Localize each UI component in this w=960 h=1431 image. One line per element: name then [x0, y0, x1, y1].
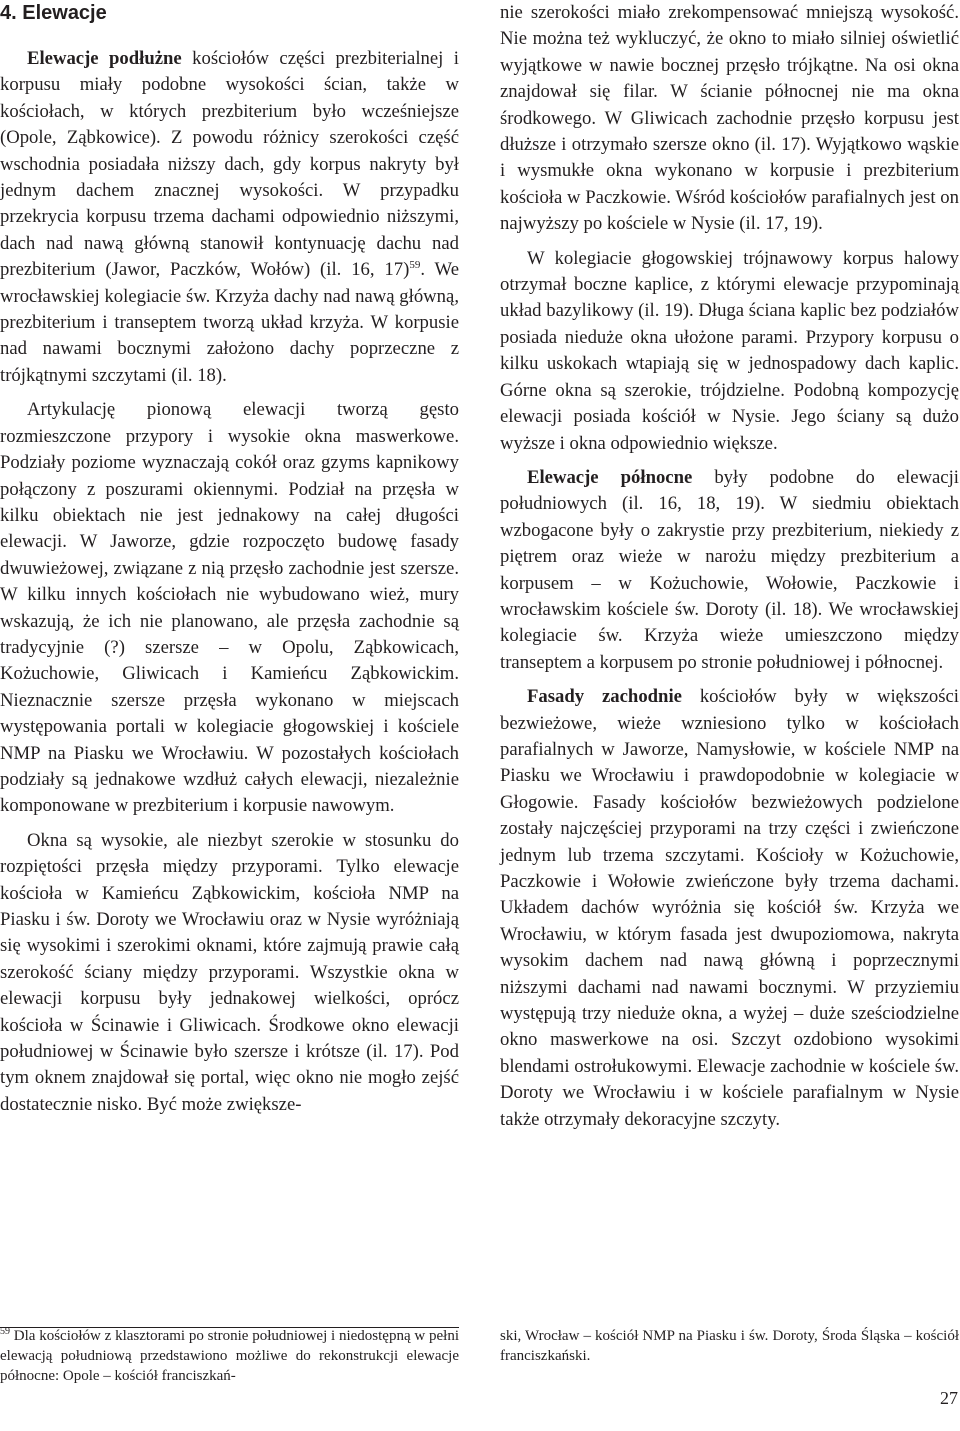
paragraph-text: kościołów części prezbiterialnej i korpusu miały podobne wysokości ścian, także w kościołach, w których prezbiterium było wcześniejsze (Opole, Ząbkowice). Z powodu różnicy szerokości część wschodnia posiadała niższy dach, gdy korpus nakryty był jednym dachem znacznej wysokości. W przypadku przekrycia korpusu trzema dachami odpowiednio niższymi, dach nad nawą główną stanowił kontynuację dachu nad prezbiterium (Jawor, Paczków, Wołów) (il. 16, 17): [0, 48, 459, 281]
paragraph-windows: Okna są wysokie, ale niezbyt szerokie w stosunku do rozpiętości przęsła między przyporami. Tylko elewacje kościoła w Kamieńcu Ząbkowickim, kościoła NMP na Piasku i św. Doroty we Wrocławiu oraz w Nysie wyróżniają się wysokimi i szerokimi oknami, które zajmują prawie całą szerokość ściany między przyporami. Wszystkie okna w elewacji korpusu były jednakowej wielkości, oprócz kościoła w Ścinawie i Gliwicach. Środkowe okno elewacji południowej w Ścinawie było szersze i krótsze (il. 17). Pod tym oknem znajdował się portal, więc okno nie mogło zejść dostatecznie nisko. Być może zwiększe-: [0, 829, 459, 1115]
paragraph-glogow-collegiate: W kolegiacie głogowskiej trójnawowy korpus halowy otrzymał boczne kaplice, z którymi elewacje przypominają układ bazylikowy (il. 19). Długa ściana kaplic bez podziałów posiada nieduże okna ułożone parami. Przypory korpusu o kilku uskokach wtapiają się w jednospadowy dach kaplic. Górne okna są szerokie, trójdzielne. Podobną kompozycję elewacji posiada kościół w Nysie. Jego ściany są dużo wyższe i okna odpowiednio większe.: [500, 247, 959, 454]
footnote-left: [0, 1326, 459, 1386]
paragraph-lead: Elewacje północne: [527, 466, 693, 488]
left-column: [0, 46, 459, 1118]
footnote-reference: 59: [409, 259, 421, 272]
footnote-text: Dla kościołów z klasztorami po stronie południowej i niedostępną w pełni elewacją południową przedstawiono możliwe do rekonstrukcji elewacje północne: Opole – kościół franciszkań-: [0, 1328, 459, 1384]
paragraph-text: kościołów były w większości bezwieżowe, wieże wzniesiono tylko w kościołach parafialnych w Jaworze, Namysłowie, w kościele NMP na Piasku we Wrocławiu i prawdopodobnie w kolegiacie w Głogowie. Fasady kościołów bezwieżowych podzielone zostały najczęściej przyporami na trzy części i zwieńczone jednym lub trzema szczytami. Kościoły w Kożuchowie, Paczkowie i Wołowie zwieńczone były trzema dachami. Układem dachów wyróżnia się kościół św. Krzyża we Wrocławiu, w którym fasada jest dwupoziomowa, nakryta wysokim dachem nad nawą główną i poprzecznymi niższymi dachami nad nawami bocznymi. W przyziemiu występują trzy nieduże okna, a wyżej – duże sześciodzielne okno maswerkowe na osi. Szczyt ozdobiono wysokimi blendami ostrołukowymi. Elewacje zachodnie w kościele św. Doroty we Wrocławiu i w kościele parafialnym w Nysie także otrzymały dekoracyjne szczyty.: [500, 686, 959, 1130]
footnote-number: 59: [0, 1326, 10, 1337]
paragraph-text: . We wrocławskiej kolegiacie św. Krzyża dachy nad nawą główną, prezbiterium i transeptem tworzą układ krzyża. W korpusie nad nawami bocznymi założono dachy poprzeczne z trójkątnymi szczytami (il. 18).: [0, 259, 459, 386]
section-heading: 4. Elewacje: [0, 2, 107, 24]
paragraph-text: były podobne do elewacji południowych (il. 16, 18, 19). W siedmiu obiektach wzbogacone były o zakrystie przy prezbiterium, niekiedy z piętrem oraz wieże w narożu między prezbiterium a korpusem – w Kożuchowie, Wołowie, Paczkowie i wrocławskim kościele św. Doroty (il. 18). We wrocławskiej kolegiacie św. Krzyża wieże umieszczono między transeptem a korpusem po stronie południowej i północnej.: [500, 466, 959, 673]
paragraph-west-facades: [500, 684, 959, 1133]
paragraph-articulation: Artykulację pionową elewacji tworzą gęsto rozmieszczone przypory i wysokie okna maswerkowe. Podziały poziome wyznaczają cokół oraz gzyms kapnikowy połączony z poszurami okiennymi. Podział na przęsła w kilku obiektach nie jest jednakowy na całej długości elewacji. W Jaworze, gdzie rozpoczęto budowę fasady dwuwieżowej, związane z nią przęsło zachodnie jest szersze. W kilku innych kościołach nie wybudowano wież, mury wskazują, że ich nie planowano, ale przęsła zachodnie są tradycyjnie (?) szersze – w Opolu, Ząbkowicach, Kożuchowie, Gliwicach i Kamieńcu Ząbkowickim. Nieznacznie szersze przęsła wykonano w miejscach występowania portali w kolegiacie głogowskiej i kościele NMP na Piasku we Wrocławiu. W pozostałych kościołach podziały są jednakowe wzdłuż całych elewacji, niezależnie komponowane w prezbiterium i korpusie nawowym.: [0, 399, 459, 817]
paragraph-continuation: nie szerokości miało zrekompensować mniejszą wysokość. Nie można też wykluczyć, że okno to miało silniej oświetlić wyjątkowe w nawie bocznej przęsło trójkątne. Na osi okna znajdował się filar. W ścianie północnej nie ma okna środkowego. W Gliwicach zachodnie przęsło korpusu jest dłuższe i otrzymało szersze okno (il. 17). Wyjątkowo wąskie i wysmukłe okna wykonano w korpusie i prezbiterium kościoła w Paczkowie. Wśród kościołów parafialnych jest on najwyższy po kościele w Nysie (il. 17, 19).: [500, 2, 959, 235]
paragraph-lead: Fasady zachodnie: [527, 686, 682, 708]
footnote-text-continued: ski, Wrocław – kościół NMP na Piasku i św. Doroty, Środa Śląska – kościół franciszkański.: [500, 1328, 959, 1364]
right-column: [500, 0, 959, 1133]
footnote-right: [500, 1326, 959, 1366]
paragraph-north-elevations: [500, 465, 959, 676]
page-number: 27: [940, 1388, 958, 1408]
paragraph-longitudinal-elevations: [0, 46, 459, 389]
paragraph-lead: Elewacje podłużne: [27, 48, 182, 69]
